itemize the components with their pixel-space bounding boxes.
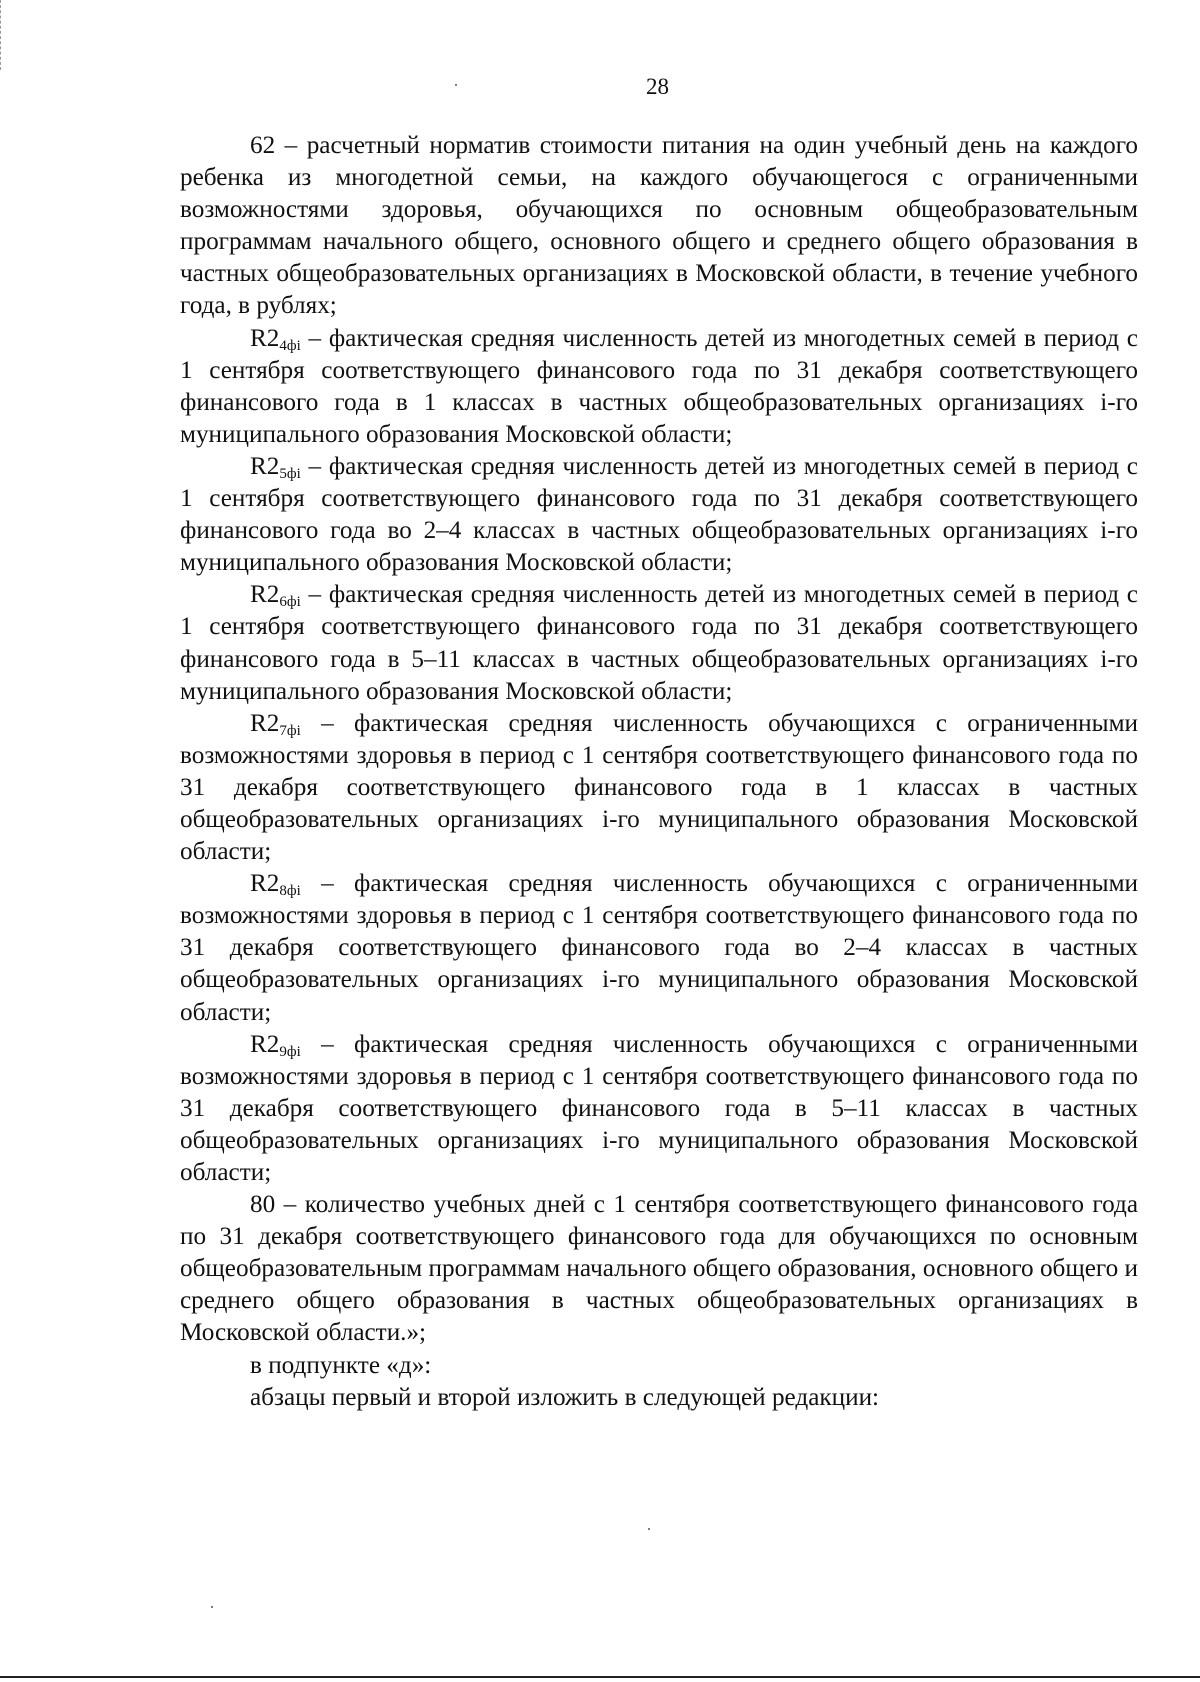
paragraph-text: – фактическая средняя численность обучающихся с ограниченными возможностями здоровья в период с 1 сентября соответствующего финансового года по 31 декабря соответствующего финансового года в 1 классах в частных общеобразовательных организациях i-го муниципального образования Московской области; bbox=[180, 709, 1138, 866]
paragraph-text: – фактическая средняя численность детей из многодетных семей в период с 1 сентября соответствующего финансового года по 31 декабря соответствующего финансового года в 1 классах в частных общеобразовательных организациях i-го муниципального образования Московской области; bbox=[180, 324, 1138, 448]
paragraph-text: – фактическая средняя численность обучающихся с ограниченными возможностями здоровья в период с 1 сентября соответствующего финансового года по 31 декабря соответствующего финансового года в 5–11 классах в частных общеобразовательных организациях i-го муниципального образования Московской области; bbox=[180, 1030, 1138, 1186]
document-body bbox=[180, 130, 1138, 1414]
variable-symbol: R2 bbox=[250, 452, 280, 480]
scan-bottom-edge bbox=[0, 1676, 1200, 1678]
variable-symbol: R2 bbox=[250, 709, 280, 737]
paragraph-text: 80 – количество учебных дней с 1 сентября соответствующего финансового года по 31 декабря соответствующего финансового года для обучающихся по основным общеобразовательным программам начального общего образования, основного общего и среднего общего образования в частных общеобразовательных организациях в Московской области.»; bbox=[180, 1191, 1138, 1347]
paragraph-text: 62 – расчетный норматив стоимости питания на один учебный день на каждого ребенка из многодетной семьи, на каждого обучающегося с ограниченными возможностями здоровья, обучающихся по основным общеобразовательным программам начального общего, основного общего и среднего общего образования в частных общеобразовательных организациях в Московской области, в течение учебного года, в рублях; bbox=[180, 132, 1138, 320]
variable-subscript: 4фi bbox=[279, 337, 301, 354]
scan-speck bbox=[211, 1606, 213, 1608]
page-number: 28 bbox=[646, 74, 669, 99]
closing-line-subpoint: в подпункте «д»: bbox=[250, 1351, 432, 1379]
paragraph-r2-9 bbox=[180, 1029, 1138, 1189]
variable-subscript: 5фi bbox=[279, 465, 301, 482]
scan-speck bbox=[648, 1528, 650, 1530]
variable-symbol: R2 bbox=[250, 1030, 280, 1058]
variable-subscript: 6фi bbox=[279, 594, 301, 611]
paragraph-r2-8 bbox=[180, 868, 1138, 1028]
paragraph-days-80 bbox=[180, 1189, 1138, 1349]
variable-symbol: R2 bbox=[250, 324, 280, 352]
variable-symbol: R2 bbox=[250, 581, 280, 609]
paragraph-r2-5 bbox=[180, 451, 1138, 579]
paragraph-text: – фактическая средняя численность детей из многодетных семей в период с 1 сентября соответствующего финансового года по 31 декабря соответствующего финансового года во 2–4 классах в частных общеобразовательных организациях i-го муниципального образования Московской области; bbox=[180, 452, 1138, 577]
variable-subscript: 8фi bbox=[279, 883, 301, 900]
paragraph-text: – фактическая средняя численность обучающихся с ограниченными возможностями здоровья в период с 1 сентября соответствующего финансового года по 31 декабря соответствующего финансового года во 2–4 классах в частных общеобразовательных организациях i-го муниципального образования Московской области; bbox=[180, 870, 1138, 1026]
scan-edge-mark bbox=[0, 0, 3, 70]
paragraph-r2-6 bbox=[180, 579, 1138, 707]
paragraph-r2-4 bbox=[180, 323, 1138, 451]
scan-speck bbox=[455, 84, 457, 86]
closing-line-instruction: абзацы первый и второй изложить в следующей редакции: bbox=[250, 1383, 880, 1411]
variable-subscript: 9фi bbox=[279, 1043, 301, 1060]
variable-symbol: R2 bbox=[250, 870, 280, 898]
variable-subscript: 7фi bbox=[279, 722, 301, 739]
paragraph-text: – фактическая средняя численность детей из многодетных семей в период с 1 сентября соответствующего финансового года по 31 декабря соответствующего финансового года в 5–11 классах в частных общеобразовательных организациях i-го муниципального образования Московской области; bbox=[180, 581, 1138, 705]
paragraph-norm-62 bbox=[180, 130, 1138, 323]
paragraph-r2-7 bbox=[180, 708, 1138, 868]
